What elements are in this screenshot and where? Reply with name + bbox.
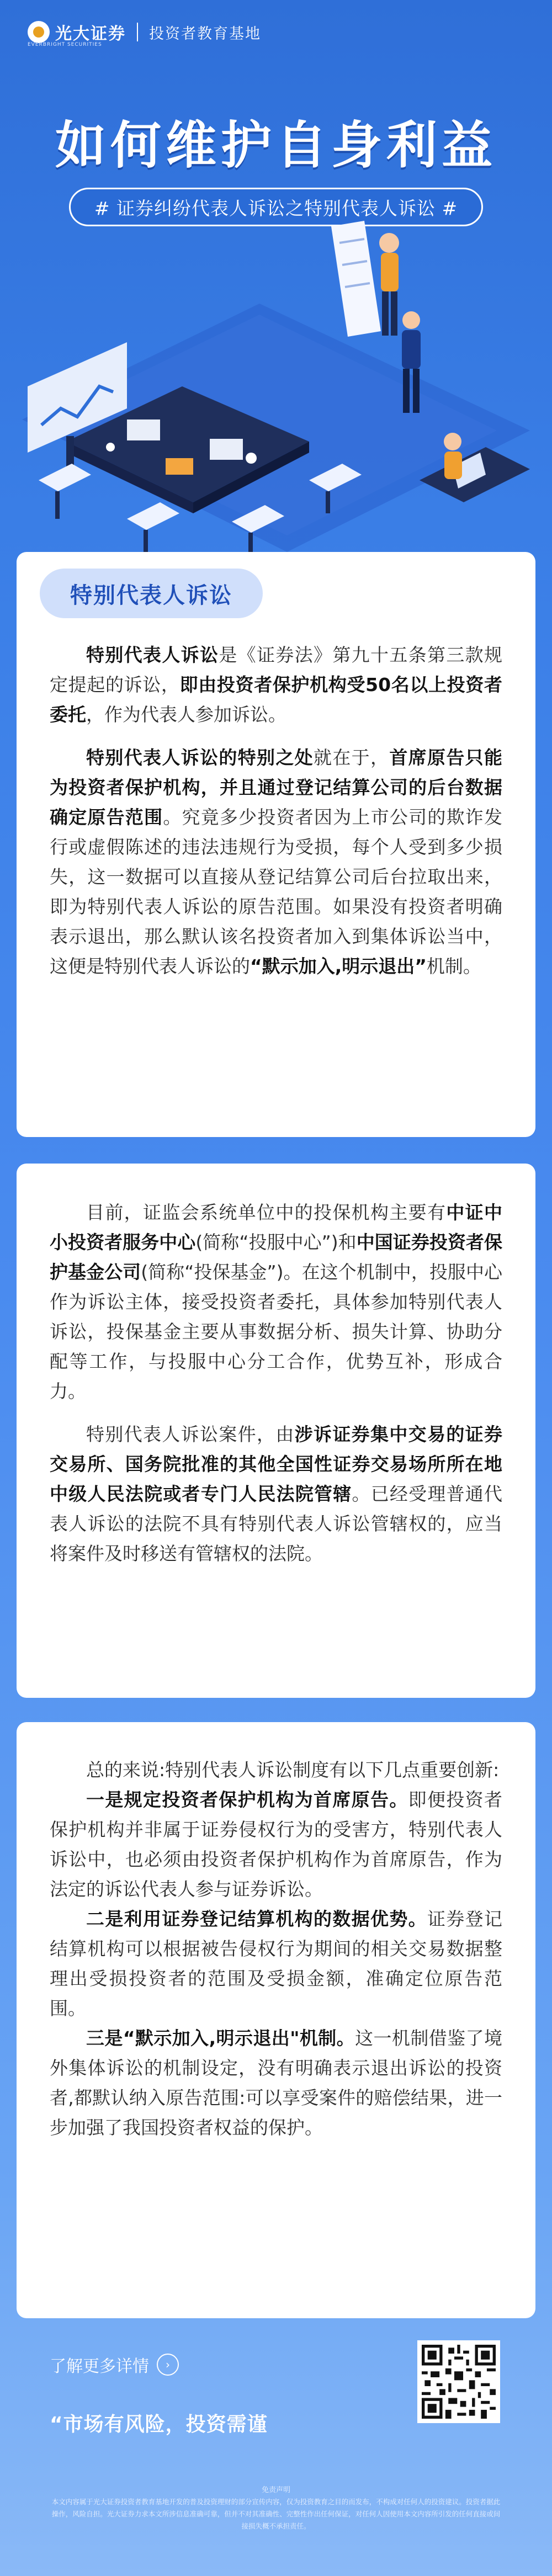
body-text: 。究竟多少投资者因为上市公司的欺诈发行或虚假陈述的违法违规行为受损，每个人受到多少损失，这一数据可以直接从登记结算公司后台拉取出来，即为特别代表人诉讼的原告范围。如果没有投资者明确表示退出，那么默认该名投资者加入到集体诉讼当中，这便是特别代表人诉讼的 bbox=[50, 806, 503, 977]
emphasis-text: 中国证券投资者保护基金公司 bbox=[50, 1231, 503, 1283]
document-scroll bbox=[331, 221, 381, 337]
section-card-special-representative bbox=[17, 552, 535, 1137]
section2-paragraph-2 bbox=[50, 1420, 502, 1569]
brand-logo bbox=[28, 20, 261, 44]
section3-point-1 bbox=[50, 1785, 502, 1904]
emphasis-text: 一是规定投资者保护机构为首席原告。 bbox=[86, 1789, 408, 1810]
emphasis-text: 中证中小投资者服务中心 bbox=[50, 1202, 503, 1253]
emphasis-text: 即由投资者保护机构受50名以上投资者委托 bbox=[50, 674, 502, 725]
emphasis-text: 特别代表人诉讼 bbox=[86, 644, 219, 666]
section1-paragraph-2 bbox=[50, 743, 502, 981]
section2-paragraph-1 bbox=[50, 1198, 502, 1406]
body-text: ，作为代表人参加诉讼。 bbox=[86, 704, 286, 725]
hero-banner bbox=[0, 0, 552, 552]
body-text: (简称“投保基金”)。在这个机制中，投服中心作为诉讼主体，接受投资者委托，具体参加特别代表人诉讼，投保基金主要从事数据分析、损失计算、协助分配等工作，与投服中心分工合作，优势互补，形成合力。 bbox=[50, 1261, 502, 1402]
emphasis-text: 首席原告只能为投资者保护机构，并且通过登记结算公司的后台数据确定原告范围 bbox=[50, 747, 503, 828]
disclaimer-title: 免责声明 bbox=[261, 2486, 290, 2494]
learn-more-link[interactable] bbox=[50, 2352, 179, 2377]
section-card-institutions bbox=[17, 1164, 535, 1698]
emphasis-text: “默示加入,明示退出” bbox=[250, 955, 427, 977]
body-text: (简称“投服中心”)和 bbox=[195, 1231, 357, 1253]
body-text: 目前，证监会系统单位中的投保机构主要有 bbox=[86, 1202, 447, 1223]
brand-slogan: 投资者教育基地 bbox=[149, 25, 261, 43]
emphasis-text: 二是利用证券登记结算机构的数据优势。 bbox=[86, 1908, 427, 1930]
disclaimer-text: 本文内容属于光大证券投资者教育基地开发的普及投资理财的部分宣传内容，仅为投资教育之目的而发布，不构成对任何人的投资建议。投资者据此操作，风险自担。光大证券力求本文所涉信息准确可靠，但并不对其准确性、完整性作出任何保证，对任何人因使用本文内容所引发的任何直接或间接损失概不承担责任。 bbox=[51, 2498, 501, 2530]
body-text: 证券登记结算机构可以根据被告侵权行为期间的相关交易数据整理出受损投资者的范围及受损金额，准确定位原告范围。 bbox=[50, 1908, 503, 2019]
section-tag: 特别代表人诉讼 bbox=[40, 569, 263, 618]
everbright-logo-icon bbox=[28, 21, 50, 43]
section3-intro bbox=[50, 1755, 502, 1785]
body-text: 总的来说:特别代表人诉讼制度有以下几点重要创新: bbox=[86, 1759, 500, 1781]
body-text: 即便投资者保护机构并非属于证券侵权行为的受害方，特别代表人诉讼中，也必须由投资者保护机构作为首席原告，作为法定的诉讼代表人参与证券诉讼。 bbox=[50, 1789, 503, 1900]
brand-name: 光大证券 bbox=[55, 24, 126, 44]
section-card-innovations bbox=[17, 1722, 535, 2318]
chevron-right-icon: › bbox=[157, 2354, 179, 2376]
learn-more-label: 了解更多详情 bbox=[50, 2357, 149, 2376]
section3-point-2 bbox=[50, 1904, 502, 2023]
qr-code-icon bbox=[417, 2340, 500, 2423]
page-subtitle: # 证券纠纷代表人诉讼之特别代表人诉讼 # bbox=[69, 188, 483, 226]
office-illustration bbox=[0, 221, 552, 563]
emphasis-text: 特别代表人诉讼的特别之处 bbox=[86, 747, 314, 768]
section1-paragraph-1 bbox=[50, 640, 502, 730]
body-text: 特别代表人诉讼案件，由 bbox=[86, 1424, 295, 1445]
emphasis-text: 涉诉证券集中交易的证券交易所、国务院批准的其他全国性证券交易场所所在地中级人民法院或者专门人民法院管辖 bbox=[50, 1424, 503, 1505]
emphasis-text: 三是“默示加入,明示退出"机制。 bbox=[86, 2027, 355, 2049]
standing-person bbox=[379, 233, 399, 336]
page-title: 如何维护自身利益 bbox=[55, 116, 497, 175]
body-text: 。已经受理普通代表人诉讼的法院不具有特别代表人诉讼管辖权的，应当将案件及时移送有管辖权的法院。 bbox=[50, 1483, 503, 1564]
risk-quote: “市场有风险，投资需谨 bbox=[50, 2413, 268, 2436]
body-text: 机制。 bbox=[426, 955, 481, 977]
logo-divider bbox=[137, 23, 138, 41]
body-text: 是《证券法》第九十五条第三款规定提起的诉讼， bbox=[50, 644, 503, 695]
section3-point-3 bbox=[50, 2023, 502, 2143]
brand-name-en: EVERBRIGHT SECURITIES bbox=[28, 42, 102, 47]
body-text: 就在于， bbox=[314, 747, 390, 768]
body-text: 这一机制借鉴了境外集体诉讼的机制设定，没有明确表示退出诉讼的投资者,都默认纳入原告范围:可以享受案件的赔偿结果，进一步加强了我国投资者权益的保护。 bbox=[50, 2027, 503, 2138]
